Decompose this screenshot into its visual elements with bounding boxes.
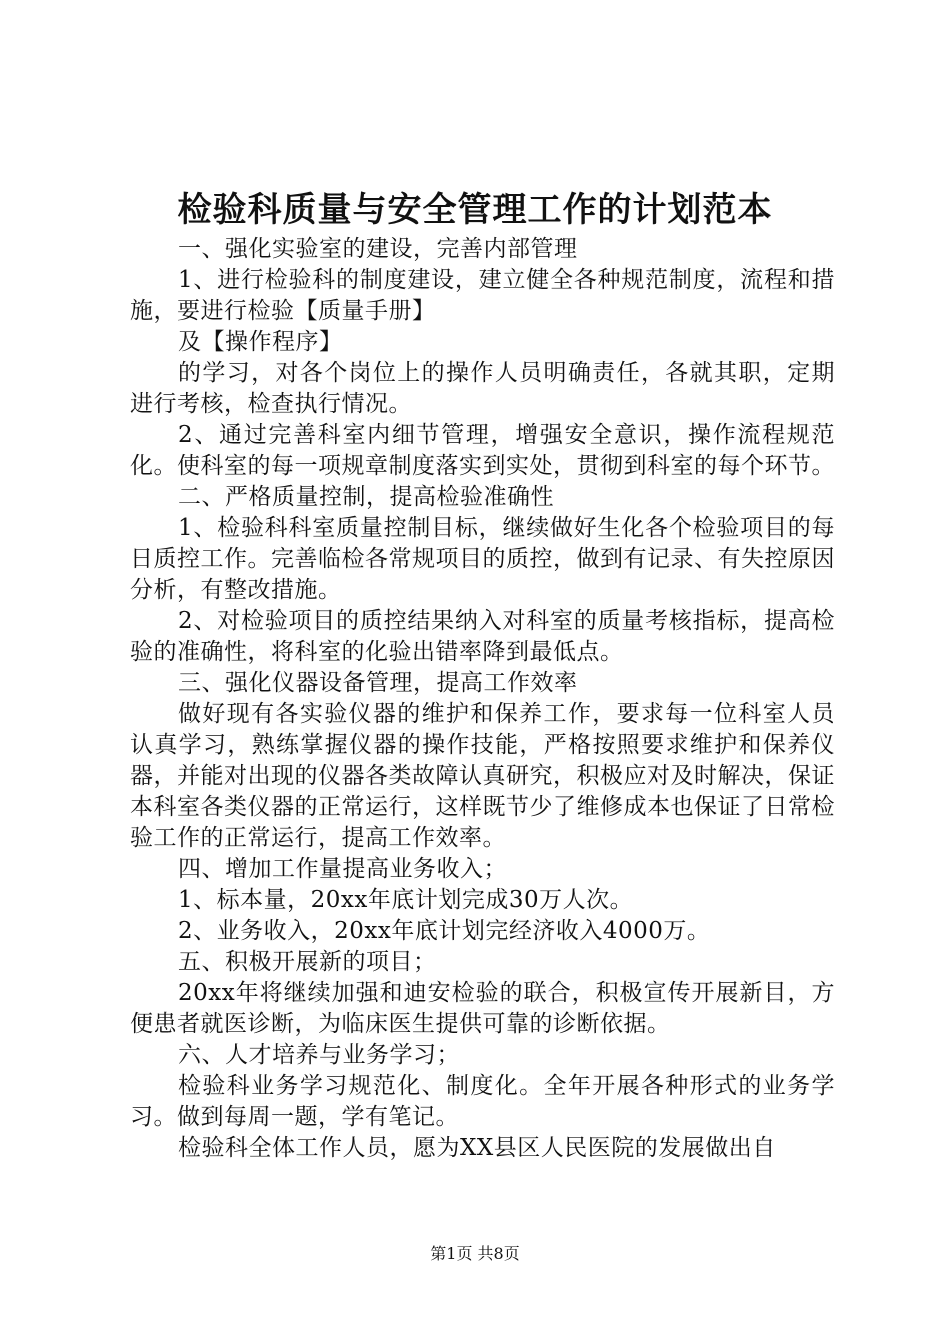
- document-body: [130, 234, 835, 1164]
- paragraph: 检验科全体工作人员，愿为XX县区人民医院的发展做出自: [178, 1135, 776, 1161]
- section-heading-3: 三、强化仪器设备管理，提高工作效率: [178, 670, 578, 696]
- paragraph: 20xx年将继续加强和迪安检验的联合，积极宣传开展新目，方便患者就医诊断，为临床医生提供可靠的诊断依据。: [130, 980, 835, 1037]
- paragraph: 2、业务收入，20xx年底计划完经济收入4000万。: [178, 918, 711, 944]
- paragraph: 2、对检验项目的质控结果纳入对科室的质量考核指标，提高检验的准确性，将科室的化验出错率降到最低点。: [130, 608, 835, 665]
- section-heading-1: 一、强化实验室的建设，完善内部管理: [178, 236, 578, 262]
- section-heading-4: 四、增加工作量提高业务收入；: [178, 856, 507, 882]
- paragraph: 的学习，对各个岗位上的操作人员明确责任，各就其职，定期进行考核，检查执行情况。: [130, 360, 835, 417]
- paragraph: 及【操作程序】: [178, 329, 343, 355]
- section-heading-6: 六、人才培养与业务学习；: [178, 1042, 460, 1068]
- paragraph: 检验科业务学习规范化、制度化。全年开展各种形式的业务学习。做到每周一题，学有笔记。: [130, 1073, 835, 1130]
- paragraph: 1、标本量，20xx年底计划完成30万人次。: [178, 887, 634, 913]
- paragraph: 做好现有各实验仪器的维护和保养工作，要求每一位科室人员认真学习，熟练掌握仪器的操作技能，严格按照要求维护和保养仪器，并能对出现的仪器各类故障认真研究，积极应对及时解决，保证本科室各类仪器的正常运行，这样既节少了维修成本也保证了日常检验工作的正常运行，提高工作效率。: [130, 701, 835, 851]
- paragraph: 1、检验科科室质量控制目标，继续做好生化各个检验项目的每日质控工作。完善临检各常规项目的质控，做到有记录、有失控原因分析，有整改措施。: [130, 515, 835, 603]
- paragraph: 1、进行检验科的制度建设，建立健全各种规范制度，流程和措施，要进行检验【质量手册】: [130, 267, 835, 324]
- document-title: 检验科质量与安全管理工作的计划范本: [177, 190, 773, 230]
- section-heading-2: 二、严格质量控制，提高检验准确性: [178, 484, 554, 510]
- section-heading-5: 五、积极开展新的项目；: [178, 949, 437, 975]
- page-number-footer: 第1页 共8页: [430, 1244, 520, 1263]
- paragraph: 2、通过完善科室内细节管理，增强安全意识，操作流程规范化。使科室的每一项规章制度落实到实处，贯彻到科室的每个环节。: [130, 422, 835, 479]
